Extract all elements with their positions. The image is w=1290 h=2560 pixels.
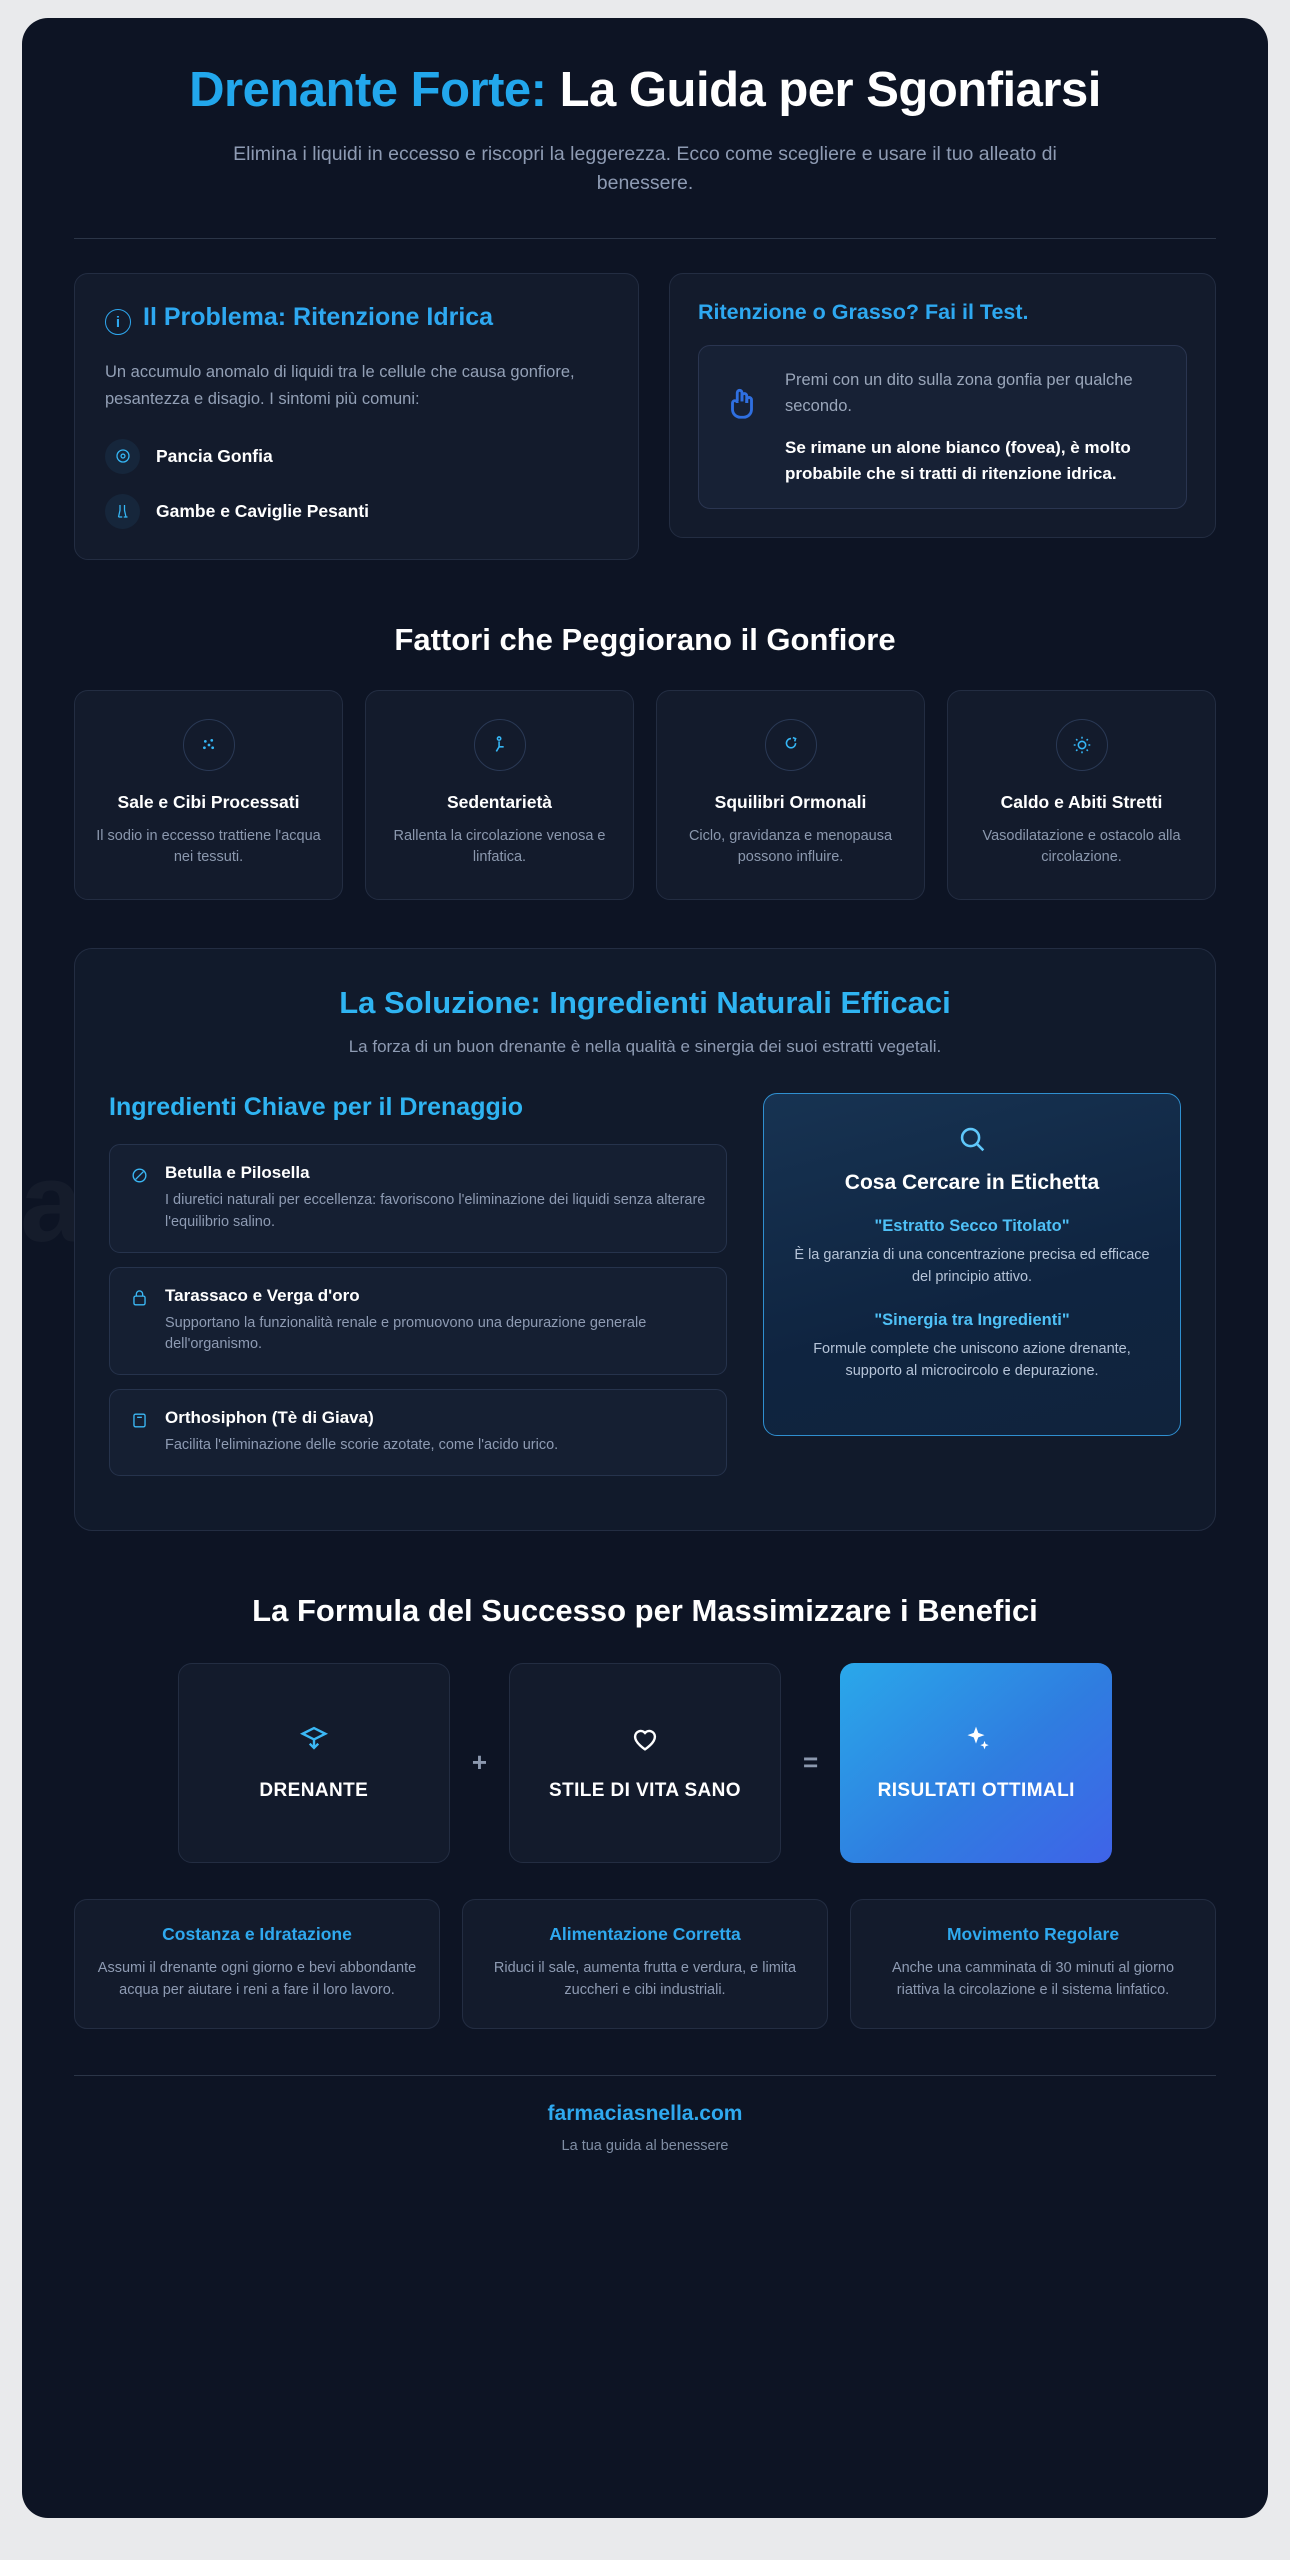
list-item	[109, 1267, 727, 1376]
list-item	[109, 1144, 727, 1253]
page-subtitle: Elimina i liquidi in eccesso e riscopri la leggerezza. Ecco come scegliere e usare il tuo alleato di benessere.	[233, 142, 1057, 195]
tip-card	[74, 1899, 440, 2029]
formula-operator-plus: +	[471, 1747, 487, 1778]
test-step-text: Premi con un dito sulla zona gonfia per qualche secondo.	[785, 371, 1133, 415]
factor-desc: Rallenta la circolazione venosa e linfatica.	[393, 827, 606, 866]
info-icon: i	[105, 309, 131, 335]
label-card-title: Cosa Cercare in Etichetta	[844, 1171, 1100, 1194]
list-item	[790, 1217, 1154, 1289]
tip-desc: Anche una camminata di 30 minuti al giorno riattiva la circolazione e il sistema linfatico.	[891, 1959, 1175, 1999]
tip-desc: Assumi il drenante ogni giorno e bevi abbondante acqua per aiutare i reni a fare il loro lavoro.	[97, 1959, 417, 1999]
press-finger-icon	[723, 384, 763, 427]
tip-desc: Riduci il sale, aumenta frutta e verdura, e limita zuccheri e cibi industriali.	[493, 1959, 797, 1999]
factor-card	[656, 690, 925, 900]
formula-box-label: DRENANTE	[259, 1780, 369, 1802]
solution-title: La Soluzione: Ingredienti Naturali Efficaci	[339, 985, 951, 1020]
tips-row	[74, 1899, 1216, 2029]
symptom-label: Gambe e Caviglie Pesanti	[156, 500, 370, 521]
solution-subtitle: La forza di un buon drenante è nella qualità e sinergia dei suoi estratti vegetali.	[348, 1037, 942, 1056]
sun-icon	[1056, 719, 1108, 771]
leaf-icon	[130, 1166, 150, 1190]
list-item	[105, 494, 608, 529]
tip-card	[462, 1899, 828, 2029]
ingredients-column	[109, 1093, 727, 1490]
formula-box-risultati	[840, 1663, 1112, 1863]
problem-body: Un accumulo anomalo di liquidi tra le cellule che causa gonfiore, pesantezza e disagio. I sintomi più comuni:	[105, 363, 575, 409]
formula-box-drenante	[178, 1663, 450, 1863]
sparkles-icon	[959, 1721, 993, 1760]
formula-box-stile-di-vita	[509, 1663, 781, 1863]
solution-section	[74, 948, 1216, 1531]
heart-icon	[628, 1721, 662, 1760]
ingredient-name: Betulla e Pilosella	[165, 1163, 310, 1182]
header-divider	[74, 238, 1216, 239]
factor-title: Sale e Cibi Processati	[117, 791, 300, 812]
tip-title: Alimentazione Corretta	[549, 1923, 741, 1944]
tip-card	[850, 1899, 1216, 2029]
factor-desc: Il sodio in eccesso trattiene l'acqua nei tessuti.	[96, 827, 321, 866]
solution-row	[109, 1093, 1181, 1490]
top-row	[74, 273, 1216, 559]
tip-title: Movimento Regolare	[946, 1923, 1120, 1944]
ingredient-name: Orthosiphon (Tè di Giava)	[165, 1408, 374, 1427]
test-inner-box	[698, 345, 1187, 509]
label-item-key: "Sinergia tra Ingredienti"	[874, 1310, 1070, 1329]
factor-title: Caldo e Abiti Stretti	[1000, 791, 1163, 812]
factors-grid	[74, 690, 1216, 900]
problem-card	[74, 273, 639, 559]
ingredient-name: Tarassaco e Verga d'oro	[165, 1285, 360, 1305]
list-item	[109, 1389, 727, 1476]
ingredient-desc: I diuretici naturali per eccellenza: favoriscono l'eliminazione dei liquidi senza alterare l'equilibrio salino.	[165, 1192, 706, 1230]
page-title-rest: La Guida per Sgonfiarsi	[546, 63, 1101, 117]
symptom-list	[105, 439, 608, 529]
formula-operator-equals: =	[803, 1747, 819, 1778]
label-item-value: È la garanzia di una concentrazione precisa ed efficace del principio attivo.	[794, 1247, 1150, 1286]
footer-site-link[interactable]: farmaciasnella.com	[547, 2101, 743, 2125]
formula-box-label: RISULTATI OTTIMALI	[877, 1780, 1075, 1802]
factor-desc: Ciclo, gravidanza e menopausa possono influire.	[688, 827, 893, 866]
sitting-icon	[474, 719, 526, 771]
ingredient-desc: Supportano la funzionalità renale e promuovono una depurazione generale dell'organismo.	[165, 1314, 647, 1353]
shield-icon	[130, 1289, 150, 1313]
footer	[74, 2102, 1216, 2154]
hormone-icon	[765, 719, 817, 771]
problem-title: Il Problema: Ritenzione Idrica	[143, 303, 494, 332]
formula-equation	[74, 1663, 1216, 1863]
label-item-key: "Estratto Secco Titolato"	[874, 1217, 1070, 1235]
symptom-label: Pancia Gonfia	[156, 445, 273, 466]
factor-desc: Vasodilatazione e ostacolo alla circolazione.	[982, 827, 1181, 866]
ingredient-desc: Facilita l'eliminazione delle scorie azotate, come l'acido urico.	[165, 1437, 559, 1453]
formula-box-label: STILE DI VITA SANO	[549, 1780, 741, 1802]
legs-icon	[105, 494, 140, 529]
factors-section-title: Fattori che Peggiorano il Gonfiore	[394, 621, 896, 657]
tip-title: Costanza e Idratazione	[162, 1923, 352, 1944]
list-item	[790, 1311, 1154, 1383]
page-title	[74, 62, 1216, 120]
infographic-sheet	[22, 18, 1268, 2518]
test-result-text: Se rimane un alone bianco (fovea), è molto probabile che si tratti di ritenzione idrica.	[785, 438, 1131, 483]
belly-icon	[105, 439, 140, 474]
test-title: Ritenzione o Grasso? Fai il Test.	[698, 300, 1029, 325]
problem-header	[105, 302, 608, 335]
factor-title: Squilibri Ormonali	[714, 791, 867, 812]
test-card	[669, 273, 1216, 538]
bottle-icon	[297, 1721, 331, 1760]
salt-icon	[183, 719, 235, 771]
ingredients-title: Ingredienti Chiave per il Drenaggio	[109, 1093, 523, 1121]
list-item	[105, 439, 608, 474]
search-icon	[790, 1122, 1154, 1161]
footer-tagline: La tua guida al benessere	[561, 2137, 729, 2154]
label-item-value: Formule complete che uniscono azione drenante, supporto al microcircolo e depurazione.	[813, 1340, 1131, 1380]
formula-section-title: La Formula del Successo per Massimizzare i Benefici	[252, 1592, 1038, 1628]
drop-icon	[130, 1411, 150, 1435]
factor-title: Sedentarietà	[446, 791, 553, 812]
label-advice-card	[763, 1093, 1181, 1436]
factor-card	[947, 690, 1216, 900]
footer-divider	[74, 2075, 1216, 2076]
factor-card	[74, 690, 343, 900]
factor-card	[365, 690, 634, 900]
page-title-accent: Drenante Forte:	[189, 63, 547, 117]
